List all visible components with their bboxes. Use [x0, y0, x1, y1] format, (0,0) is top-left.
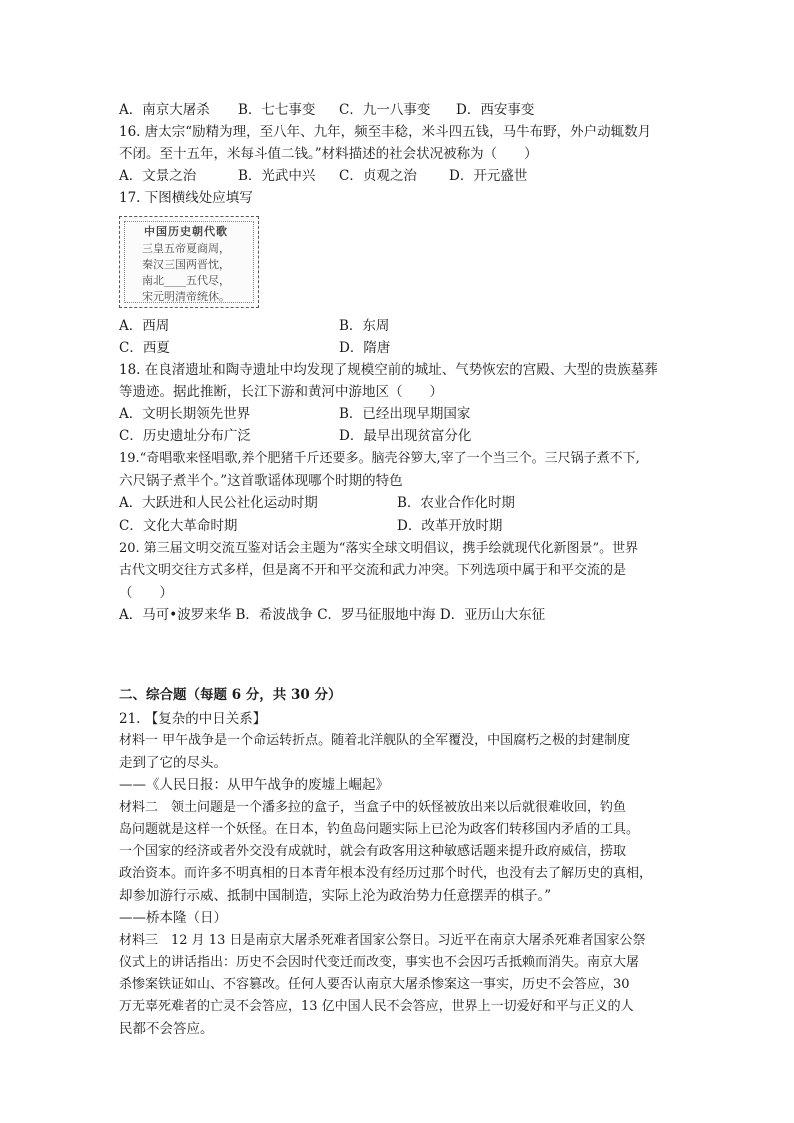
q21-title: 21. 【复杂的中日关系】: [119, 711, 267, 727]
q21-material2-line3: 一个国家的经济或者外交没有成就时，就会有政客用这种敏感话题来提升政府威信，捞取: [119, 844, 627, 859]
q15-option-b[interactable]: B．七七事变: [238, 102, 316, 118]
q21-material3-line1: 材料三 12 月 13 日是南京大屠杀死难者国家公祭日。习近平在南京大屠杀死难者国家公祭: [119, 933, 646, 948]
q16-stem-line2: 不闭。至十五年，米每斗值二钱。”材料描述的社会状况被称为（ ）: [119, 146, 538, 162]
q15-option-d[interactable]: D．西安事变: [456, 102, 535, 118]
q21-material3-line4: 万无辜死难者的亡灵不会答应，13 亿中国人民不会答应，世界上一切爱好和平与正义的人: [119, 999, 634, 1014]
q20-stem-line2: 古代文明交往方式多样，但是离不开和平交流和武力冲突。下列选项中属于和平交流的是: [119, 563, 627, 578]
poem-line-1: 三皇五帝夏商周，: [142, 242, 230, 255]
q18-stem-line1: 18. 在良渚遗址和陶寺遗址中均发现了规模空前的城址、气势恢宏的宫殿、大型的贵族墓葬: [119, 362, 658, 378]
q18-stem-line2: 等遗迹。据此推断，长江下游和黄河中游地区（ ）: [119, 384, 443, 400]
q21-material2-source: ——桥本隆（日）: [119, 910, 227, 926]
q21-material2-line2: 岛问题就是这样一个妖怪。在日本，钓鱼岛问题实际上已沦为政客们转移国内矛盾的工具。: [119, 822, 640, 837]
q16-option-d[interactable]: D．开元盛世: [449, 168, 528, 184]
dynasty-song-figure: [119, 216, 259, 308]
q20-options[interactable]: A．马可•波罗来华 B．希波战争 C．罗马征服地中海 D．亚历山大东征: [119, 607, 546, 623]
q19-option-d[interactable]: D．改革开放时期: [397, 518, 503, 534]
poem-line-3: 南北____五代尽，: [142, 274, 230, 287]
poem-line-4: 宋元明清帝统休。: [142, 290, 230, 303]
poem-title: 中国历史朝代歌: [144, 225, 228, 238]
q21-material3-line2: 仪式上的讲话指出：历史不会因时代变迁而改变，事实也不会因巧舌抵赖而消失。南京大屠: [119, 955, 640, 970]
section-title: 二、综合题（每题 6 分，共 30 分）: [119, 687, 342, 703]
q17-option-a[interactable]: A．西周: [119, 318, 170, 334]
q21-material1-source: ——《人民日报：从甲午战争的废墟上崛起》: [119, 777, 389, 793]
q18-option-d[interactable]: D．最早出现贫富分化: [339, 428, 472, 444]
q19-option-a[interactable]: A．大跃进和人民公社化运动时期: [119, 495, 318, 511]
q21-material1-line1: 材料一 甲午战争是一个命运转折点。随着北洋舰队的全军覆没，中国腐朽之极的封建制度: [119, 733, 631, 748]
q21-material2-line4: 政治资本。而许多不明真相的日本青年根本没有经历过那个时代，也没有去了解历史的真相，: [119, 866, 653, 881]
q17-option-d[interactable]: D．隋唐: [339, 340, 391, 356]
q21-material2-line5: 却参加游行示威、抵制中国制造，实际上沦为政治势力任意摆弄的棋子。”: [119, 888, 552, 904]
poem-line-2: 秦汉三国两晋忱，: [142, 258, 230, 271]
q19-option-c[interactable]: C．文化大革命时期: [119, 518, 238, 534]
q18-option-c[interactable]: C．历史遗址分布广泛: [119, 428, 251, 444]
q17-option-b[interactable]: B．东周: [339, 318, 390, 334]
q21-material3-line5: 民都不会答应。: [119, 1021, 214, 1037]
q15-option-a[interactable]: A．南京大屠杀: [119, 102, 210, 118]
q17-option-c[interactable]: C．西夏: [119, 340, 170, 356]
q19-stem-line2: 六尺锅子煮半个。”这首歌谣体现哪个时期的特色: [119, 473, 403, 489]
q20-stem-line3: （ ）: [119, 585, 173, 601]
q19-stem-line1: 19.“奇唱歌来怪唱歌,养个肥猪千斤还要多。脑壳谷箩大,宰了一个当三个。三尺锅子煮不下,: [119, 451, 640, 466]
q17-stem: 17. 下图横线处应填写: [119, 190, 253, 206]
q16-option-a[interactable]: A．文景之治: [119, 168, 197, 184]
q19-option-b[interactable]: B．农业合作化时期: [397, 495, 515, 511]
q20-stem-line1: 20. 第三届文明交流互鉴对话会主题为“落实全球文明倡议，携手绘就现代化新图景”。世界: [119, 541, 639, 556]
q15-option-c[interactable]: C．九一八事变: [339, 102, 431, 118]
q16-stem-line1: 16. 唐太宗“励精为理，至八年、九年，频至丰稔，米斗四五钱，马牛布野，外户动辄数月: [119, 124, 652, 140]
q18-option-b[interactable]: B．已经出现早期国家: [339, 406, 471, 422]
q21-material3-line3: 杀惨案铁证如山、不容篡改。任何人要否认南京大屠杀惨案这一事实，历史不会答应，30: [119, 977, 630, 992]
q21-material1-line2: 走到了它的尽头。: [119, 755, 227, 771]
q21-material2-line1: 材料二 领土问题是一个潘多拉的盒子，当盒子中的妖怪被放出来以后就很难收回，钓鱼: [119, 800, 627, 815]
q16-option-b[interactable]: B．光武中兴: [238, 168, 316, 184]
q16-option-c[interactable]: C．贞观之治: [339, 168, 417, 184]
q18-option-a[interactable]: A．文明长期领先世界: [119, 406, 251, 422]
